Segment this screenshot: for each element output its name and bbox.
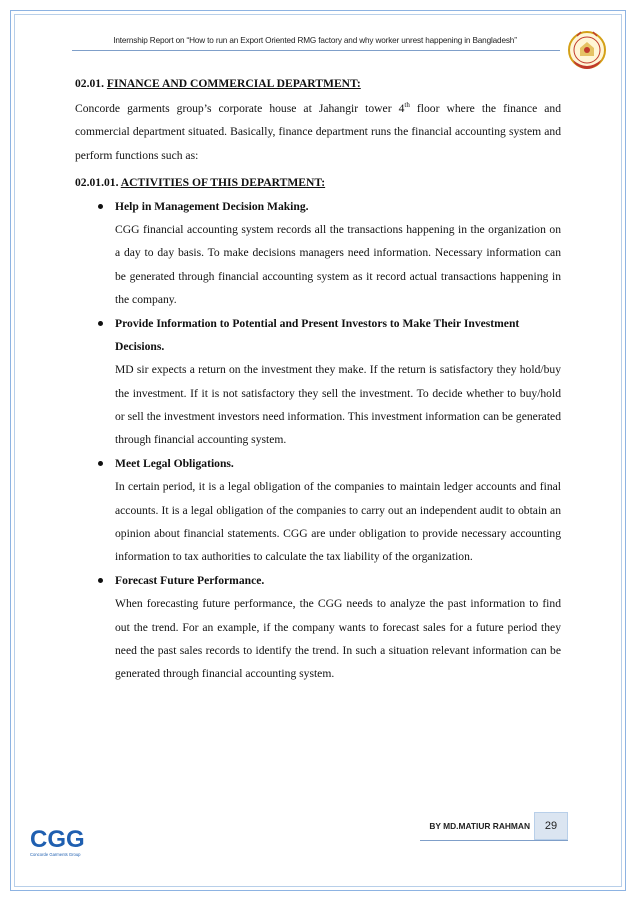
section-intro-paragraph bbox=[75, 97, 561, 167]
logo-text: CGG bbox=[30, 826, 85, 853]
footer-divider bbox=[420, 840, 568, 841]
page-content bbox=[75, 72, 561, 686]
list-item bbox=[75, 569, 561, 685]
running-header: Internship Report on “How to run an Export Oriented RMG factory and why worker unrest happening in Bangladesh” bbox=[113, 36, 517, 45]
intro-text-part2: floor where the finance and commercial department situated. Basically, finance department runs the financial accounting system and perform functions such as: bbox=[75, 102, 561, 162]
bullet-icon bbox=[98, 461, 103, 466]
subsection-title: ACTIVITIES OF THIS DEPARTMENT: bbox=[120, 175, 326, 189]
activity-body: CGG financial accounting system records all the transactions happening in the organization on a day to day basis. To make decisions managers need information. Necessary information can be generated through financial accounting system as it record actual transactions happening in the company. bbox=[115, 223, 561, 306]
section-title: FINANCE AND COMMERCIAL DEPARTMENT: bbox=[106, 77, 361, 90]
section-number: 02.01. bbox=[75, 77, 104, 90]
intro-superscript: th bbox=[404, 101, 410, 110]
cgg-logo bbox=[28, 821, 88, 861]
section-heading bbox=[75, 72, 561, 95]
activity-title: Meet Legal Obligations. bbox=[115, 457, 234, 471]
page-number: 29 bbox=[534, 812, 568, 840]
bullet-icon bbox=[98, 204, 103, 209]
footer-author: BY MD.MATIUR RAHMAN bbox=[429, 821, 530, 831]
subsection-number: 02.01.01. bbox=[75, 175, 119, 189]
logo-subtext: Concorde Garments Group bbox=[30, 852, 81, 857]
bullet-icon bbox=[98, 321, 103, 326]
list-item bbox=[75, 195, 561, 311]
header-divider bbox=[72, 50, 560, 51]
activity-title: Provide Information to Potential and Present Investors to Make Their Investment Decisions. bbox=[115, 317, 520, 354]
list-item bbox=[75, 312, 561, 451]
subsection-heading bbox=[75, 171, 561, 194]
activity-body: In certain period, it is a legal obligation of the companies to maintain ledger accounts and final accounts. It is a legal obligation of the companies to carry out an independent audit to obtain an opinion about financial statements. CGG are under obligation to provide necessary accounting information to tax authorities to calculate the tax liability of the organization. bbox=[115, 480, 561, 564]
university-seal-icon bbox=[563, 26, 611, 74]
bullet-icon bbox=[98, 578, 103, 583]
list-item bbox=[75, 452, 561, 568]
activity-body: MD sir expects a return on the investment they make. If the return is satisfactory they hold/buy the investment. If it is not satisfactory they sell the investment. To decide whether to buy/hold or sell the investment investors need information. This investment information can be generated through financial accounting system. bbox=[115, 363, 561, 447]
activity-title: Help in Management Decision Making. bbox=[115, 200, 309, 214]
activities-list bbox=[75, 195, 561, 685]
activity-title: Forecast Future Performance. bbox=[115, 574, 265, 588]
activity-body: When forecasting future performance, the CGG needs to analyze the past information to find out the trend. For an example, if the company wants to forecast sales for a future period they need the past sales records to identify the trend. In such a situation relevant information can be generated through financial accounting system. bbox=[115, 597, 561, 681]
intro-text-part1: Concorde garments group’s corporate house at Jahangir tower 4 bbox=[75, 102, 405, 116]
